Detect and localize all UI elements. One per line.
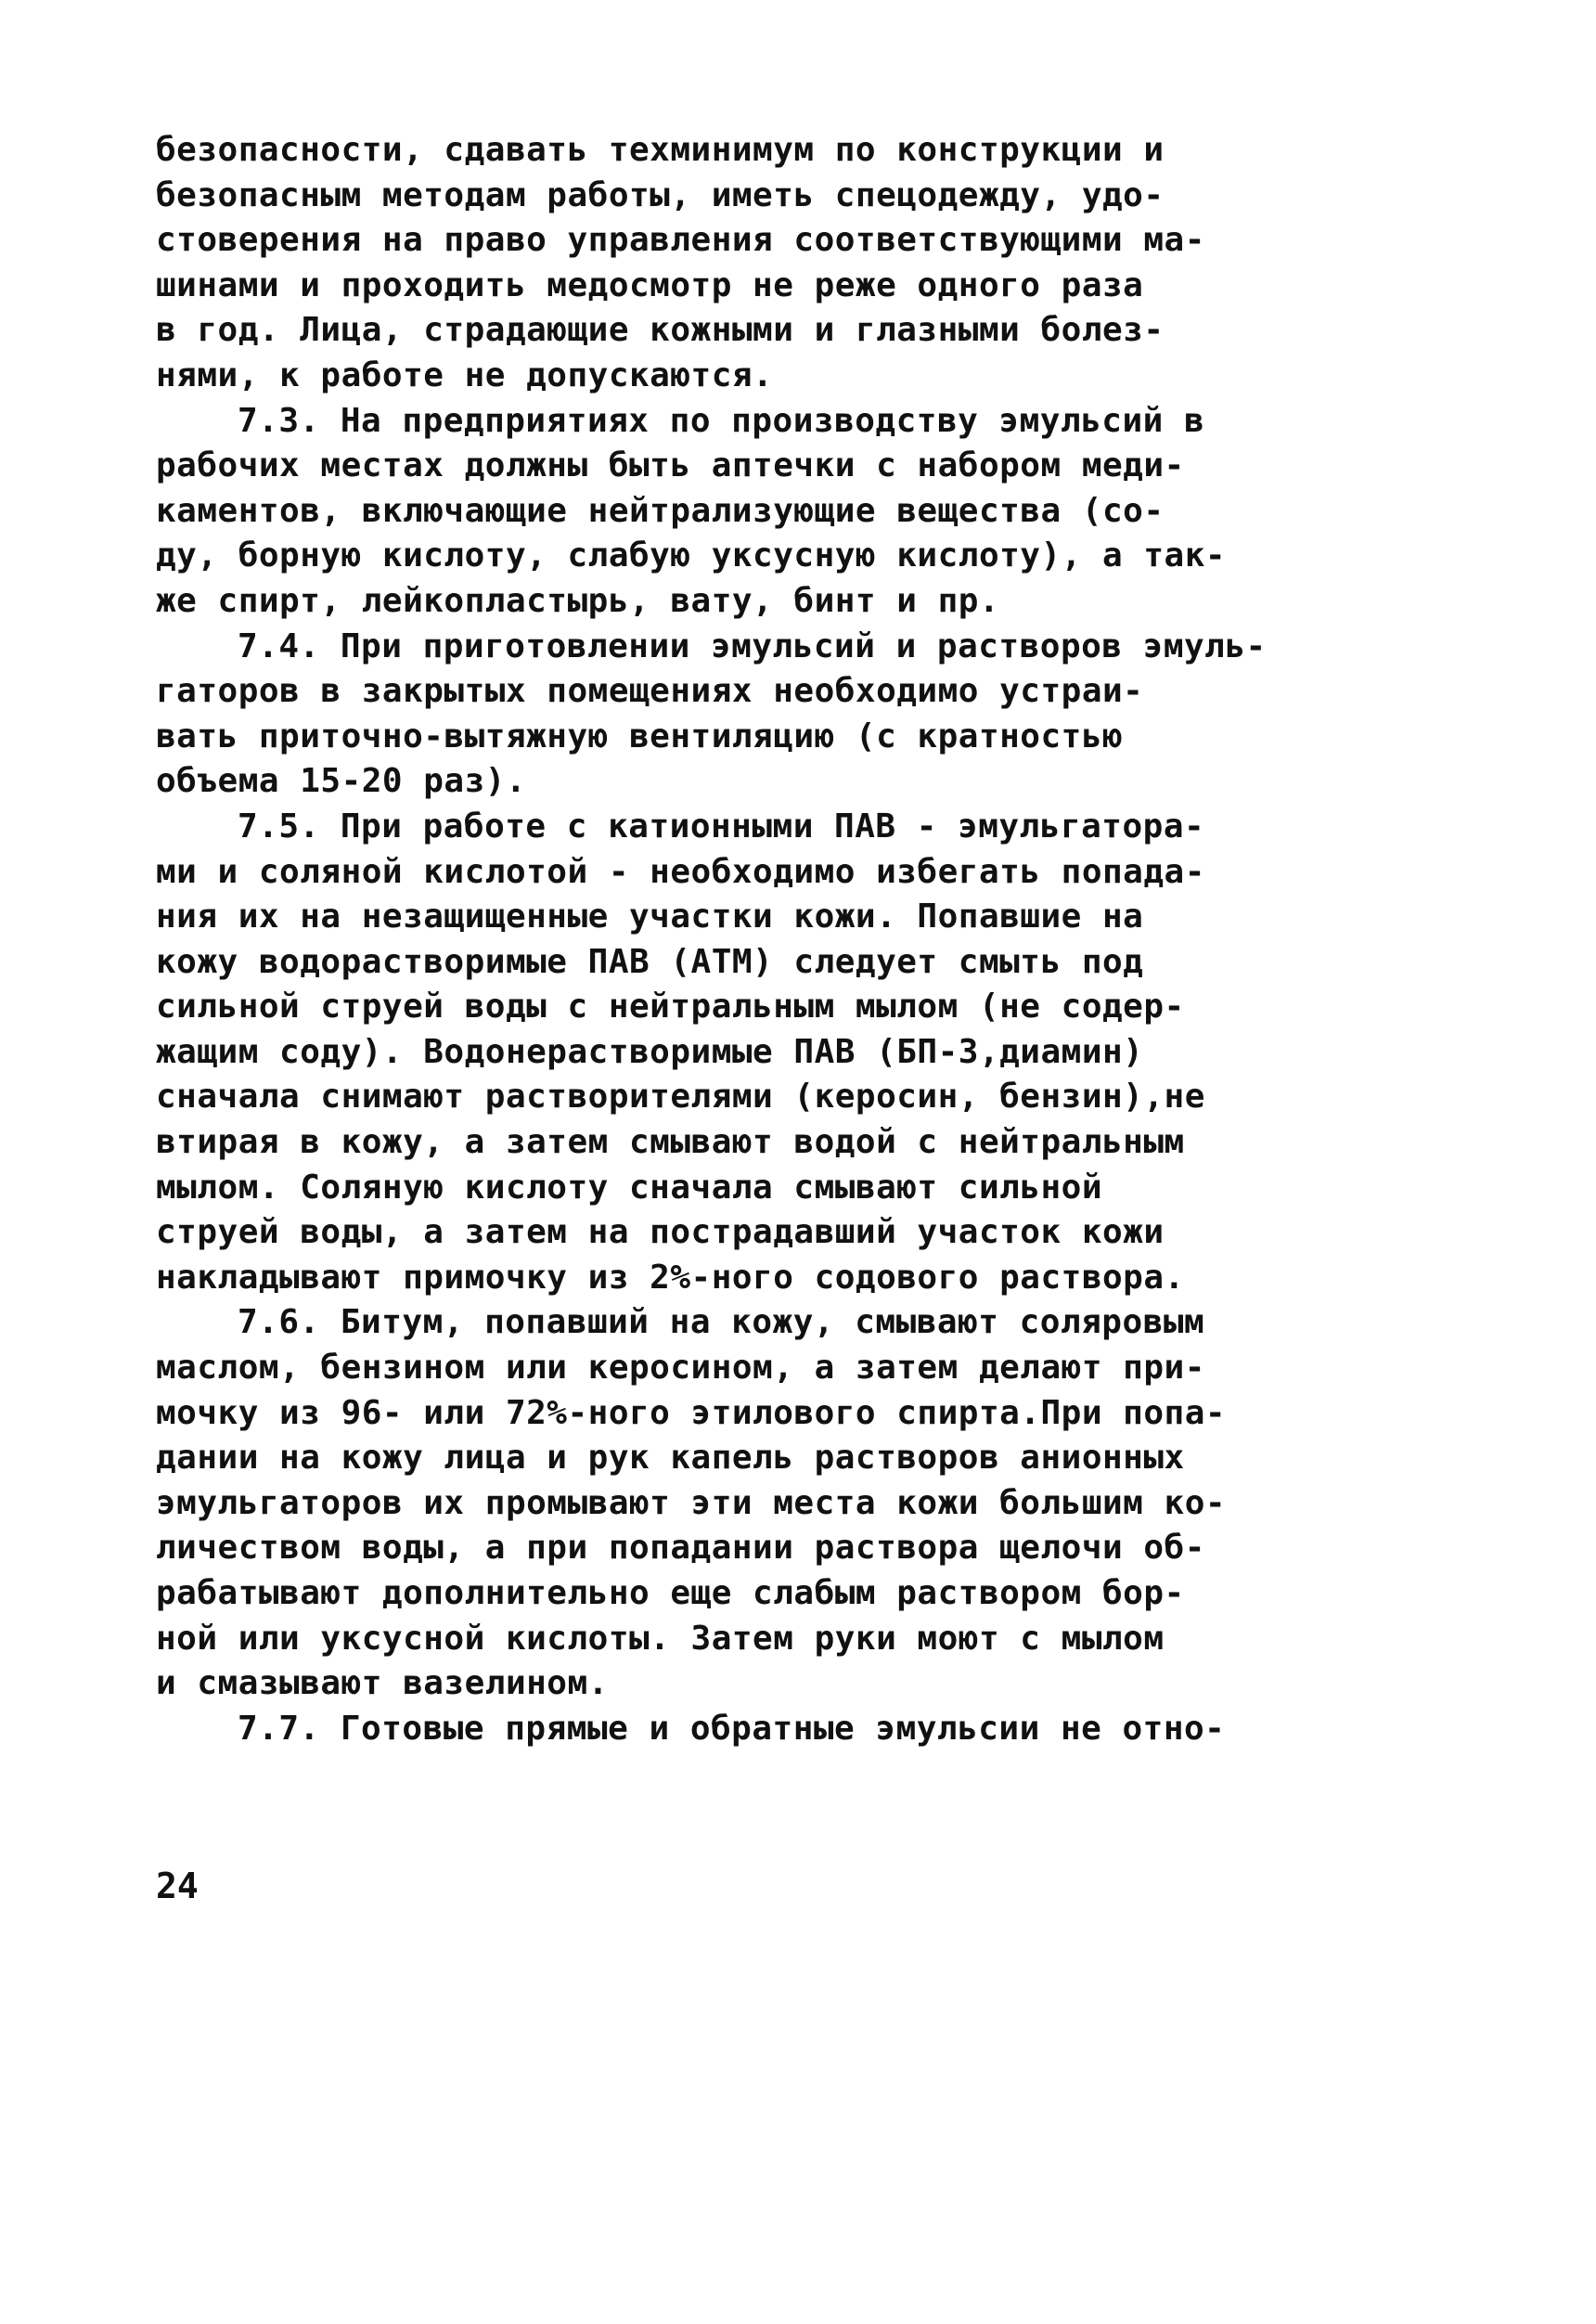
- text-line: ния их на незащищенные участки кожи. Попавшие на: [156, 897, 1144, 936]
- text-line: же спирт, лейкопластырь, вату, бинт и пр.: [156, 581, 1000, 620]
- text-line: эмульгаторов их промывают эти места кожи большим ко-: [156, 1483, 1227, 1522]
- page-number: 24: [156, 1866, 199, 1906]
- text-line: нями, к работе не допускаются.: [156, 355, 774, 394]
- paragraph-7-4: [156, 625, 1325, 805]
- text-line: струей воды, а затем на пострадавший участок кожи: [156, 1213, 1165, 1252]
- text-line: жащим соду). Водонерастворимые ПАВ (БП-3,диамин): [156, 1032, 1144, 1071]
- text-line: и смазывают вазелином.: [156, 1664, 609, 1703]
- text-line: 7.6. Битум, попавший на кожу, смывают соляровым: [238, 1303, 1205, 1342]
- text-line: мылом. Соляную кислоту сначала смывают сильной: [156, 1168, 1102, 1207]
- text-line: кожу водорастворимые ПАВ (АТМ) следует смыть под: [156, 942, 1144, 981]
- text-line: сильной струей воды с нейтральным мылом (не содер-: [156, 988, 1185, 1026]
- text-line: в год. Лица, страдающие кожными и глазными болез-: [156, 311, 1165, 350]
- text-line: ной или уксусной кислоты. Затем руки моют с мылом: [156, 1619, 1165, 1658]
- paragraph-7-7: [156, 1707, 1325, 1752]
- text-line: накладывают примочку из 2%-ного содового раствора.: [156, 1258, 1185, 1297]
- text-line: 7.5. При работе с катионными ПАВ - эмульгатора-: [238, 807, 1205, 846]
- text-line: сначала снимают растворителями (керосин, бензин),не: [156, 1078, 1205, 1117]
- text-line: безопасным методам работы, иметь спецодежду, удо-: [156, 175, 1165, 214]
- text-line: дании на кожу лица и рук капель растворов анионных: [156, 1439, 1185, 1478]
- text-line: 7.3. На предприятиях по производству эмульсий в: [238, 401, 1205, 440]
- text-line: безопасности, сдавать техминимум по конструкции и: [156, 131, 1165, 169]
- text-line: рабатывают дополнительно еще слабым раствором бор-: [156, 1574, 1185, 1612]
- text-line: объема 15-20 раз).: [156, 762, 527, 801]
- text-line: личеством воды, а при попадании раствора щелочи об-: [156, 1529, 1205, 1568]
- paragraph-7-6: [156, 1300, 1325, 1706]
- text-line: шинами и проходить медосмотр не реже одного раза: [156, 265, 1144, 304]
- paragraph-7-3: [156, 399, 1325, 625]
- page-body: [156, 128, 1325, 1751]
- text-line: 7.7. Готовые прямые и обратные эмульсии не отно-: [238, 1709, 1226, 1748]
- text-line: маслом, бензином или керосином, а затем делают при-: [156, 1349, 1205, 1388]
- text-line: каментов, включающие нейтрализующие вещества (со-: [156, 491, 1165, 530]
- text-line: втирая в кожу, а затем смывают водой с нейтральным: [156, 1123, 1185, 1162]
- paragraph-continuation: [156, 128, 1325, 399]
- text-line: ми и соляной кислотой - необходимо избегать попада-: [156, 852, 1205, 891]
- text-line: ду, борную кислоту, слабую уксусную кислоту), а так-: [156, 536, 1227, 575]
- text-line: стоверения на право управления соответствующими ма-: [156, 221, 1205, 260]
- text-line: вать приточно-вытяжную вентиляцию (с кратностью: [156, 717, 1124, 755]
- text-line: мочку из 96- или 72%-ного этилового спирта.При попа-: [156, 1393, 1227, 1432]
- text-line: 7.4. При приготовлении эмульсий и растворов эмуль-: [238, 626, 1267, 665]
- text-line: рабочих местах должны быть аптечки с набором меди-: [156, 446, 1185, 485]
- paragraph-7-5: [156, 805, 1325, 1301]
- text-line: гаторов в закрытых помещениях необходимо устраи-: [156, 672, 1144, 711]
